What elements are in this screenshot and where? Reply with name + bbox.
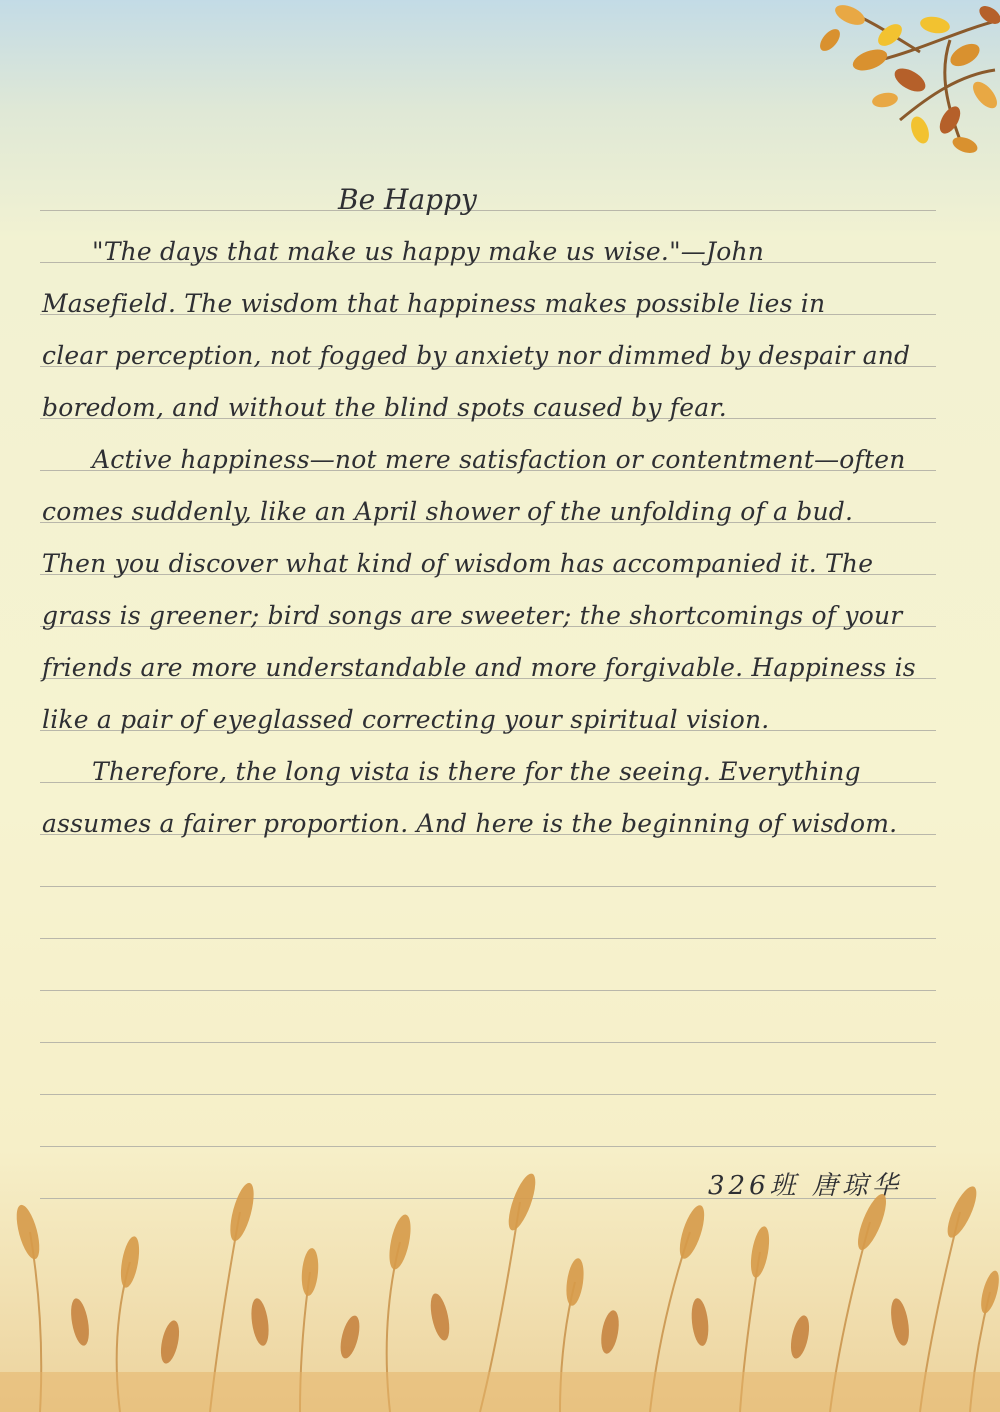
essay-line: boredom, and without the blind spots caused by fear. (42, 393, 727, 422)
essay-line: "The days that make us happy make us wise."—John (92, 237, 765, 266)
ruled-line (40, 938, 936, 939)
essay-line: grass is greener; bird songs are sweeter; the shortcomings of your (42, 601, 903, 630)
essay-line: assumes a fairer proportion. And here is the beginning of wisdom. (42, 809, 898, 838)
essay-title: Be Happy (338, 183, 477, 216)
essay-line: Active happiness—not mere satisfaction or contentment—often (92, 445, 906, 474)
essay-line: comes suddenly, like an April shower of the unfolding of a bud. (42, 497, 854, 526)
essay-line: friends are more understandable and more forgivable. Happiness is (42, 653, 916, 682)
ruled-line (40, 1146, 936, 1147)
ruled-line (40, 1094, 936, 1095)
wheat-field-icon (0, 1172, 1000, 1412)
essay-line: like a pair of eyeglassed correcting your spiritual vision. (42, 705, 770, 734)
ruled-line (40, 1042, 936, 1043)
essay-line: Masefield. The wisdom that happiness makes possible lies in (42, 289, 826, 318)
ruled-line (40, 990, 936, 991)
autumn-leaves-icon (750, 0, 1000, 160)
ruled-line (40, 886, 936, 887)
ruled-line (40, 210, 936, 211)
essay-line: Therefore, the long vista is there for the seeing. Everything (92, 757, 861, 786)
essay-line: Then you discover what kind of wisdom has accompanied it. The (42, 549, 874, 578)
signature: 326班 唐琼华 (708, 1171, 902, 1201)
essay-line: clear perception, not fogged by anxiety nor dimmed by despair and (42, 341, 911, 370)
